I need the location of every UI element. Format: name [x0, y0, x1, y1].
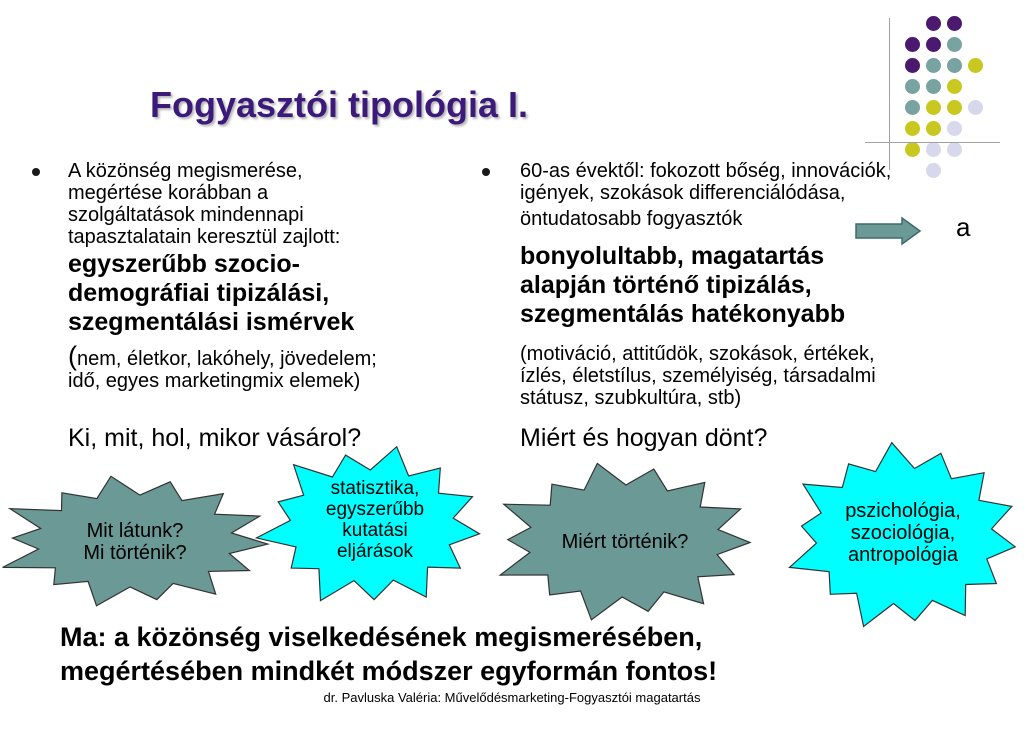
star-label-psychology — [808, 500, 998, 566]
text-line: demográfiai tipizálási, — [68, 279, 330, 307]
text-line: eljárások — [336, 541, 414, 562]
text-line: megértése korábban a — [68, 182, 269, 204]
text-line: Mi történik? — [83, 542, 187, 564]
text-line: igények, szokások differenciálódása, — [520, 182, 846, 204]
paren: ( — [68, 341, 77, 371]
text-line: szegmentálási ismérvek — [68, 308, 355, 336]
text-line: A közönség megismerése, — [68, 160, 303, 182]
text-line: szegmentálás hatékonyabb — [520, 300, 846, 328]
text-line: (motiváció, attitűdök, szokások, értékek, — [520, 343, 875, 365]
text-line: szolgáltatások mindennapi — [68, 204, 304, 226]
footer-text: dr. Pavluska Valéria: Művelődésmarketing-Fogyasztói magatartás — [323, 690, 701, 705]
text-line: ízlés, életstílus, személyiség, társadalmi — [520, 365, 876, 387]
text-line: megértésében mindkét módszer egyformán fontos! — [60, 656, 718, 686]
text-line: öntudatosabb fogyasztók — [520, 208, 743, 230]
slide-title: Fogyasztói tipológia I. — [150, 84, 528, 125]
arrow-trailing-word: a — [956, 212, 971, 242]
text-line: idő, egyes marketingmix elemek) — [68, 370, 361, 392]
text-line: Ma: a közönség viselkedésének megismerésében, — [60, 622, 703, 652]
text-line: egyszerűbb szocio- — [68, 250, 300, 278]
right-question: Miért és hogyan dönt? — [520, 424, 768, 452]
text-line: kutatási — [342, 520, 408, 541]
text-line: antropológia — [847, 544, 959, 566]
text-line: statisztika, — [330, 478, 420, 499]
text-line: bonyolultabb, magatartás — [520, 242, 825, 270]
text-line: Miért történik? — [561, 531, 689, 553]
text-line: nem, életkor, lakóhely, jövedelem; — [77, 348, 377, 370]
text-line: státusz, szubkultúra, stb) — [520, 387, 742, 409]
text-line: Mit látunk? — [86, 520, 184, 542]
text-line: tapasztalatain keresztül zajlott: — [68, 226, 341, 248]
text-line: 60-as évektől: fokozott bőség, innovációk, — [520, 160, 892, 182]
text-line: szociológia, — [850, 522, 956, 544]
star-label-what-we-see — [40, 520, 230, 564]
star-label-statistics — [290, 478, 460, 562]
star-label-why — [525, 531, 725, 553]
left-question: Ki, mit, hol, mikor vásárol? — [68, 424, 362, 452]
conclusion-text — [60, 620, 717, 688]
text-line: alapján történő tipizálás, — [520, 271, 812, 299]
text-line: pszichológia, — [845, 500, 961, 522]
text-line: egyszerűbb — [325, 499, 425, 520]
